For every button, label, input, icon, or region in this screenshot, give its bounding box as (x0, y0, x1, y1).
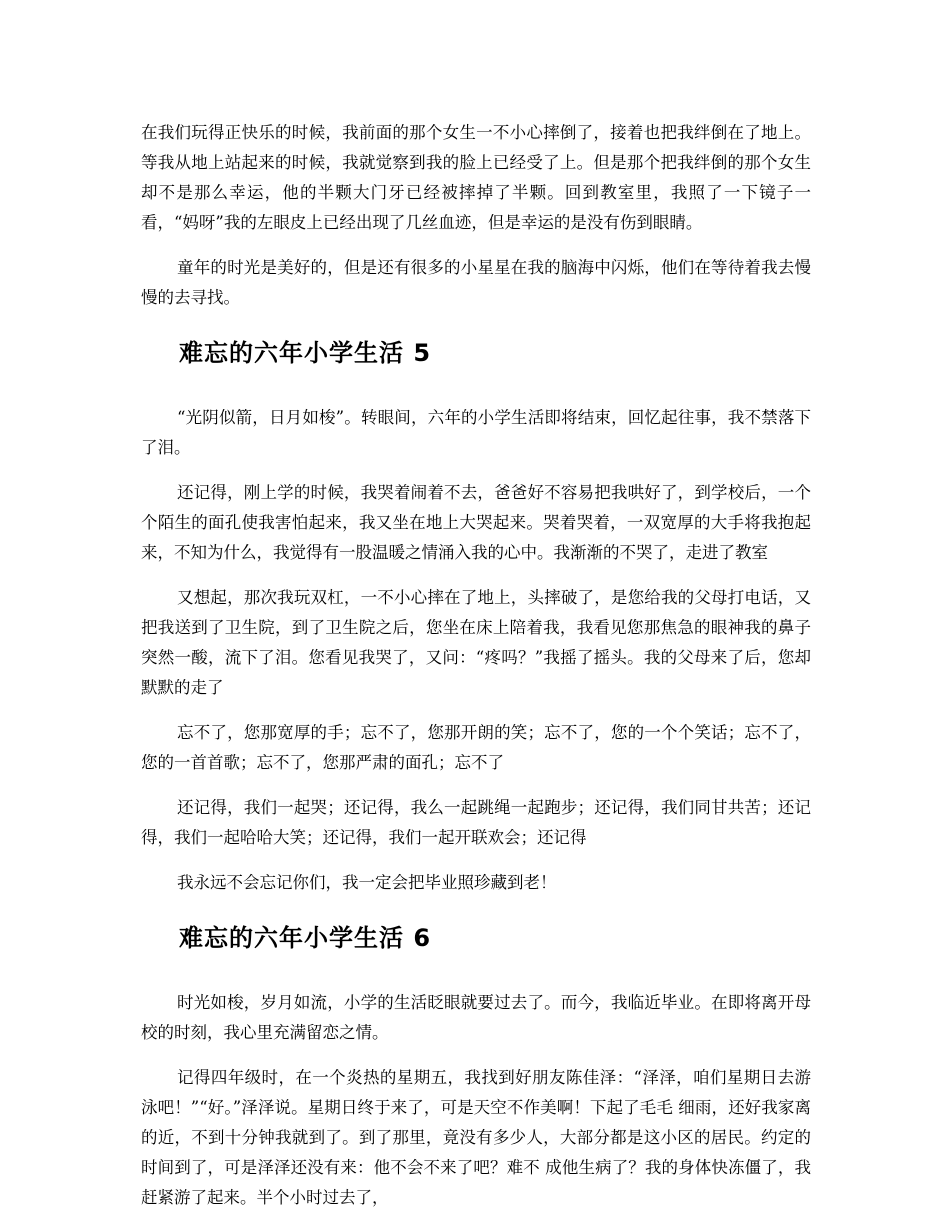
paragraph: 童年的时光是美好的，但是还有很多的小星星在我的脑海中闪烁，他们在等待着我去慢慢的去寻找。 (141, 258, 811, 307)
section-heading: 难忘的六年小学生活 5 (179, 339, 432, 367)
paragraph: “光阴似箭，日月如梭”。转眼间，六年的小学生活即将结束，回忆起往事，我不禁落下了泪。 (141, 408, 811, 457)
paragraph: 还记得，刚上学的时候，我哭着闹着不去，爸爸好不容易把我哄好了，到学校后，一个个陌生的面孔使我害怕起来，我又坐在地上大哭起来。哭着哭着，一双宽厚的大手将我抱起来，不知为什么，我觉得有一股温暖之情涌入我的心中。我渐渐的不哭了，走进了教室 (141, 483, 811, 562)
paragraph: 时光如梭，岁月如流，小学的生活眨眼就要过去了。而今，我临近毕业。在即将离开母校的时刻，我心里充满留恋之情。 (141, 993, 811, 1042)
paragraph: 我永远不会忘记你们，我一定会把毕业照珍藏到老！ (177, 873, 557, 892)
paragraph: 又想起，那次我玩双杠，一不小心摔在了地上，头摔破了，是您给我的父母打电话，又把我送到了卫生院，到了卫生院之后，您坐在床上陪着我，我看见您那焦急的眼神我的鼻子突然一酸，流下了泪。您看见我哭了，又问：“疼吗？”我摇了摇头。我的父母来了后，您却默默的走了 (141, 588, 811, 697)
paragraph: 在我们玩得正快乐的时候，我前面的那个女生一不小心摔倒了，接着也把我绊倒在了地上。等我从地上站起来的时候，我就觉察到我的脸上已经受了上。但是那个把我绊倒的那个女生却不是那么幸运，他的半颗大门牙已经被摔掉了半颗。回到教室里，我照了一下镜子一看，“妈呀”我的左眼皮上已经出现了几丝血迹，但是幸运的是没有伤到眼睛。 (141, 123, 811, 232)
section-heading: 难忘的六年小学生活 6 (179, 924, 432, 952)
paragraph: 还记得，我们一起哭；还记得，我么一起跳绳一起跑步；还记得，我们同甘共苦；还记得，我们一起哈哈大笑；还记得，我们一起开联欢会；还记得 (141, 798, 811, 847)
paragraph: 忘不了，您那宽厚的手；忘不了，您那开朗的笑；忘不了，您的一个个笑话；忘不了，您的一首首歌；忘不了，您那严肃的面孔；忘不了 (141, 723, 811, 772)
document-page (141, 118, 811, 1228)
paragraph: 记得四年级时，在一个炎热的星期五，我找到好朋友陈佳泽：“泽泽，咱们星期日去游泳吧！”“好。”泽泽说。星期日终于来了，可是天空不作美啊！下起了毛毛 细雨，还好我家离的近，不到十分钟我就到了。到了那里，竟没有多少人，大部分都是这小区的居民。约定的时间到了，可是泽泽还没有来：他不会不来了吧？难不 成他生病了？我的身体快冻僵了，我赶紧游了起来。半个小时过去了， (141, 1068, 811, 1207)
